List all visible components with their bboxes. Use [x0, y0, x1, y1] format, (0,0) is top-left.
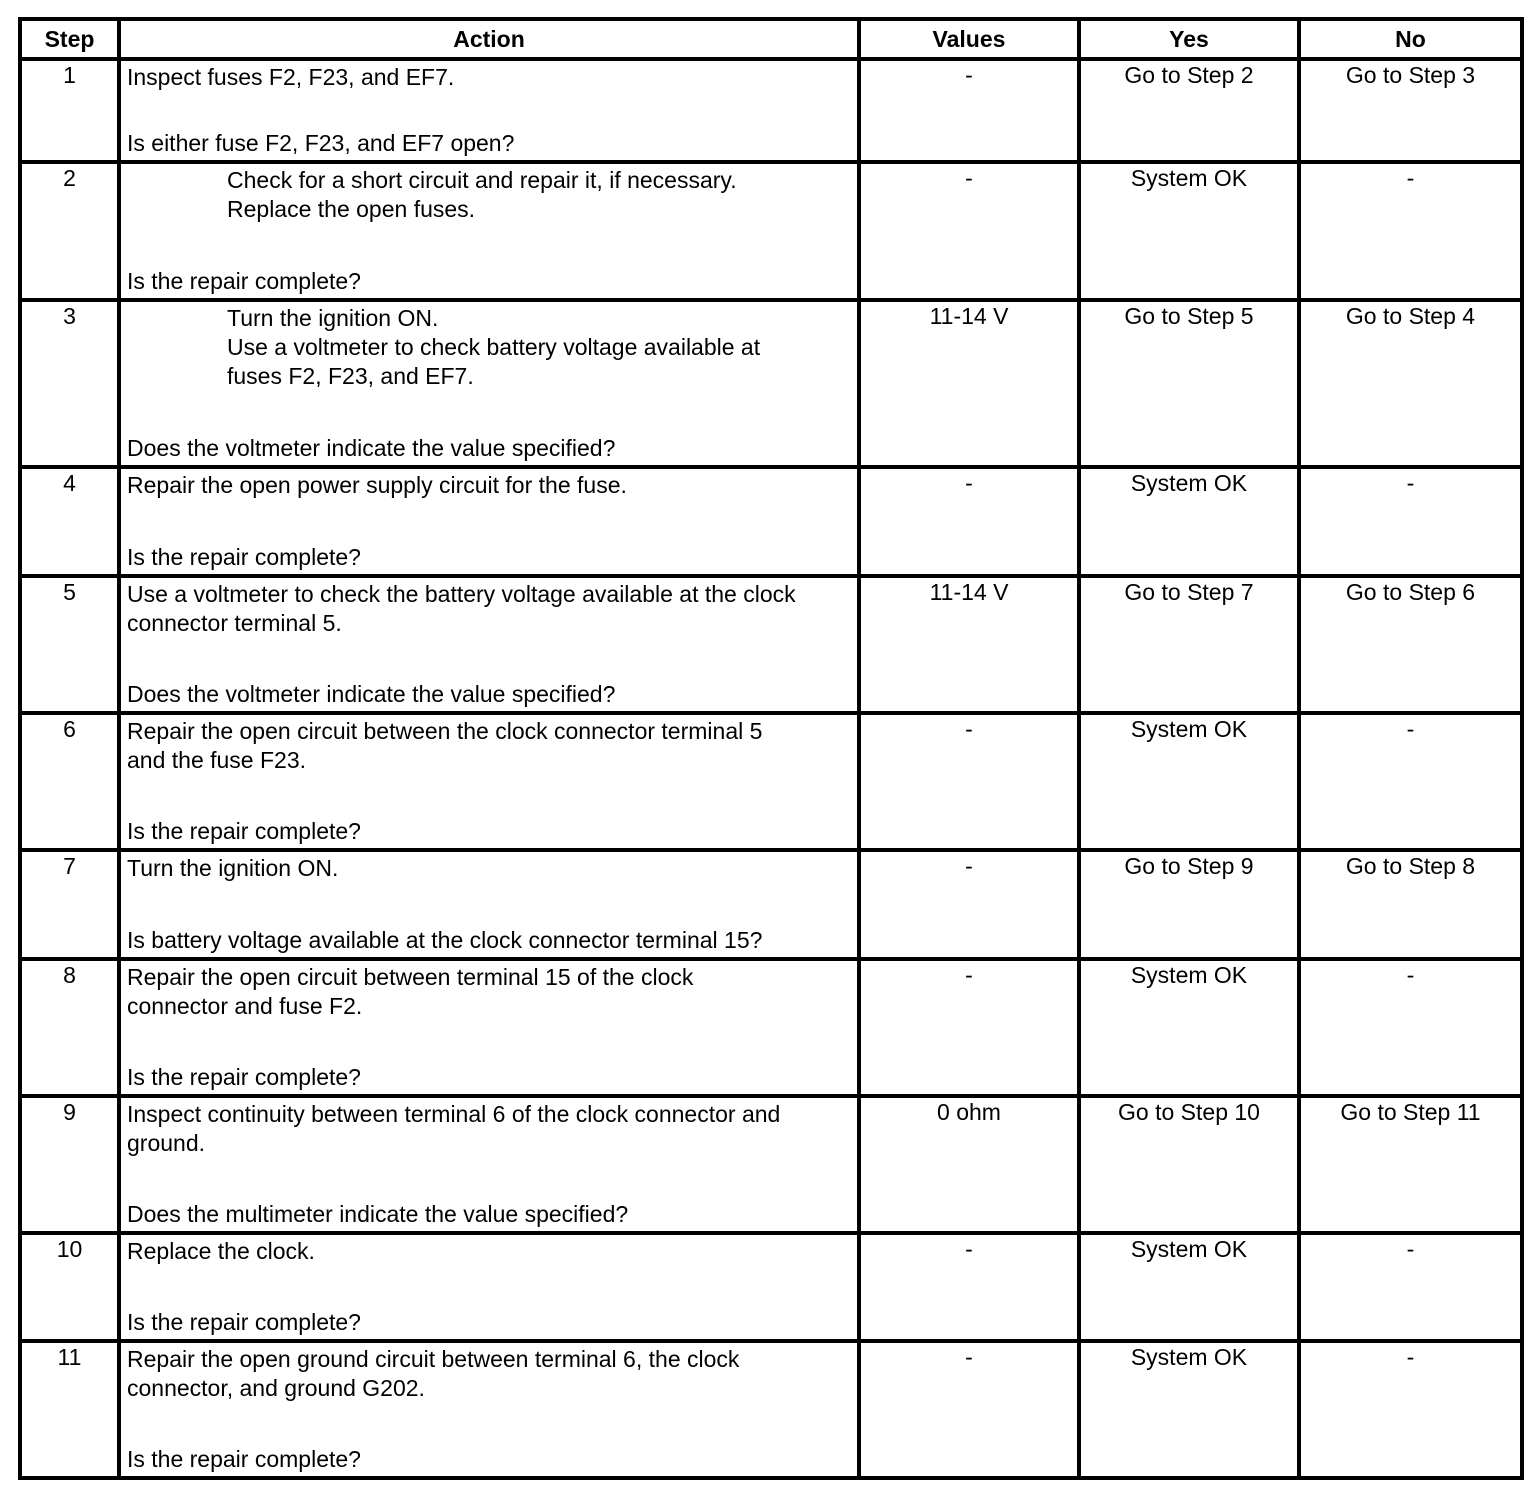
no-cell: -: [1299, 162, 1522, 300]
no-cell: -: [1299, 713, 1522, 850]
action-question: Is the repair complete?: [127, 544, 361, 570]
action-content: [121, 61, 857, 160]
yes-cell: System OK: [1079, 1341, 1299, 1478]
action-line: Replace the open fuses.: [227, 196, 476, 222]
action-instructions: [127, 63, 853, 92]
action-content: [121, 302, 857, 465]
no-cell: -: [1299, 1233, 1522, 1341]
yes-cell: Go to Step 5: [1079, 300, 1299, 467]
value-cell: 11-14 V: [859, 576, 1079, 713]
table-row: [20, 300, 1522, 467]
action-question: Is the repair complete?: [127, 1064, 361, 1090]
step-number: 10: [20, 1233, 119, 1341]
table-row: [20, 713, 1522, 850]
table-row: [20, 1096, 1522, 1233]
action-question: Is the repair complete?: [127, 818, 361, 844]
step-number: 1: [20, 59, 119, 162]
yes-cell: Go to Step 2: [1079, 59, 1299, 162]
action-instructions: [127, 471, 853, 500]
action-instructions: [127, 1345, 853, 1403]
action-cell: [119, 59, 859, 162]
action-question: Is the repair complete?: [127, 268, 361, 294]
action-line: Inspect continuity between terminal 6 of the clock connector and: [127, 1101, 781, 1127]
no-cell: Go to Step 4: [1299, 300, 1522, 467]
diagnostic-table: [18, 17, 1524, 1480]
step-number: 7: [20, 850, 119, 959]
yes-cell: Go to Step 7: [1079, 576, 1299, 713]
table-row: [20, 467, 1522, 576]
table-row: [20, 162, 1522, 300]
table-row: [20, 576, 1522, 713]
header-step: Step: [20, 19, 119, 59]
action-cell: [119, 467, 859, 576]
action-content: [121, 1235, 857, 1339]
no-cell: Go to Step 3: [1299, 59, 1522, 162]
header-action: Action: [119, 19, 859, 59]
action-line: Repair the open circuit between the clock connector terminal 5: [127, 718, 763, 744]
action-question: Does the multimeter indicate the value specified?: [127, 1201, 629, 1227]
action-cell: [119, 1341, 859, 1478]
header-values: Values: [859, 19, 1079, 59]
action-cell: [119, 713, 859, 850]
value-cell: -: [859, 1233, 1079, 1341]
action-instructions: [127, 580, 853, 638]
action-content: [121, 715, 857, 848]
action-cell: [119, 850, 859, 959]
action-line: and the fuse F23.: [127, 747, 307, 773]
action-question: Does the voltmeter indicate the value specified?: [127, 435, 616, 461]
table-row: [20, 1341, 1522, 1478]
action-instructions: [127, 166, 853, 224]
yes-cell: System OK: [1079, 713, 1299, 850]
yes-cell: System OK: [1079, 959, 1299, 1096]
action-content: [121, 1098, 857, 1231]
value-cell: -: [859, 959, 1079, 1096]
yes-cell: Go to Step 10: [1079, 1096, 1299, 1233]
no-cell: Go to Step 6: [1299, 576, 1522, 713]
value-cell: -: [859, 713, 1079, 850]
no-cell: Go to Step 8: [1299, 850, 1522, 959]
yes-cell: Go to Step 9: [1079, 850, 1299, 959]
action-question: Is the repair complete?: [127, 1309, 361, 1335]
action-line: Repair the open power supply circuit for the fuse.: [127, 472, 627, 498]
action-line: Check for a short circuit and repair it, if necessary.: [227, 167, 737, 193]
value-cell: -: [859, 850, 1079, 959]
action-line: Repair the open ground circuit between terminal 6, the clock: [127, 1346, 740, 1372]
header-no: No: [1299, 19, 1522, 59]
table-row: [20, 59, 1522, 162]
action-line: ground.: [127, 1130, 206, 1156]
action-cell: [119, 576, 859, 713]
action-cell: [119, 1096, 859, 1233]
action-cell: [119, 959, 859, 1096]
value-cell: -: [859, 467, 1079, 576]
no-cell: -: [1299, 467, 1522, 576]
action-content: [121, 961, 857, 1094]
action-content: [121, 1343, 857, 1476]
action-content: [121, 469, 857, 574]
yes-cell: System OK: [1079, 467, 1299, 576]
step-number: 11: [20, 1341, 119, 1478]
action-line: connector and fuse F2.: [127, 993, 363, 1019]
action-instructions: [127, 1100, 853, 1158]
action-content: [121, 578, 857, 711]
value-cell: -: [859, 1341, 1079, 1478]
action-line: Inspect fuses F2, F23, and EF7.: [127, 64, 455, 90]
action-line: Replace the clock.: [127, 1238, 315, 1264]
action-instructions: [127, 304, 853, 391]
action-line: Turn the ignition ON.: [127, 855, 339, 881]
header-row: [20, 19, 1522, 59]
action-line: Repair the open circuit between terminal 15 of the clock: [127, 964, 694, 990]
action-cell: [119, 1233, 859, 1341]
no-cell: -: [1299, 959, 1522, 1096]
step-number: 4: [20, 467, 119, 576]
step-number: 2: [20, 162, 119, 300]
step-number: 3: [20, 300, 119, 467]
value-cell: -: [859, 162, 1079, 300]
action-line: fuses F2, F23, and EF7.: [227, 363, 474, 389]
action-line: Use a voltmeter to check battery voltage available at: [227, 334, 761, 360]
table-row: [20, 959, 1522, 1096]
action-content: [121, 164, 857, 298]
yes-cell: System OK: [1079, 162, 1299, 300]
table-body: [20, 59, 1522, 1478]
action-question: Is battery voltage available at the clock connector terminal 15?: [127, 927, 763, 953]
action-content: [121, 852, 857, 957]
value-cell: 0 ohm: [859, 1096, 1079, 1233]
step-number: 8: [20, 959, 119, 1096]
step-number: 9: [20, 1096, 119, 1233]
table-row: [20, 1233, 1522, 1341]
action-instructions: [127, 1237, 853, 1266]
action-instructions: [127, 963, 853, 1021]
action-question: Is either fuse F2, F23, and EF7 open?: [127, 130, 515, 156]
action-line: Turn the ignition ON.: [227, 305, 439, 331]
action-instructions: [127, 854, 853, 883]
action-line: Use a voltmeter to check the battery voltage available at the clock: [127, 581, 796, 607]
action-cell: [119, 162, 859, 300]
action-cell: [119, 300, 859, 467]
action-question: Is the repair complete?: [127, 1446, 361, 1472]
table-row: [20, 850, 1522, 959]
no-cell: -: [1299, 1341, 1522, 1478]
header-yes: Yes: [1079, 19, 1299, 59]
value-cell: 11-14 V: [859, 300, 1079, 467]
no-cell: Go to Step 11: [1299, 1096, 1522, 1233]
yes-cell: System OK: [1079, 1233, 1299, 1341]
action-question: Does the voltmeter indicate the value specified?: [127, 681, 616, 707]
value-cell: -: [859, 59, 1079, 162]
step-number: 5: [20, 576, 119, 713]
action-instructions: [127, 717, 853, 775]
action-line: connector, and ground G202.: [127, 1375, 425, 1401]
action-line: connector terminal 5.: [127, 610, 342, 636]
step-number: 6: [20, 713, 119, 850]
